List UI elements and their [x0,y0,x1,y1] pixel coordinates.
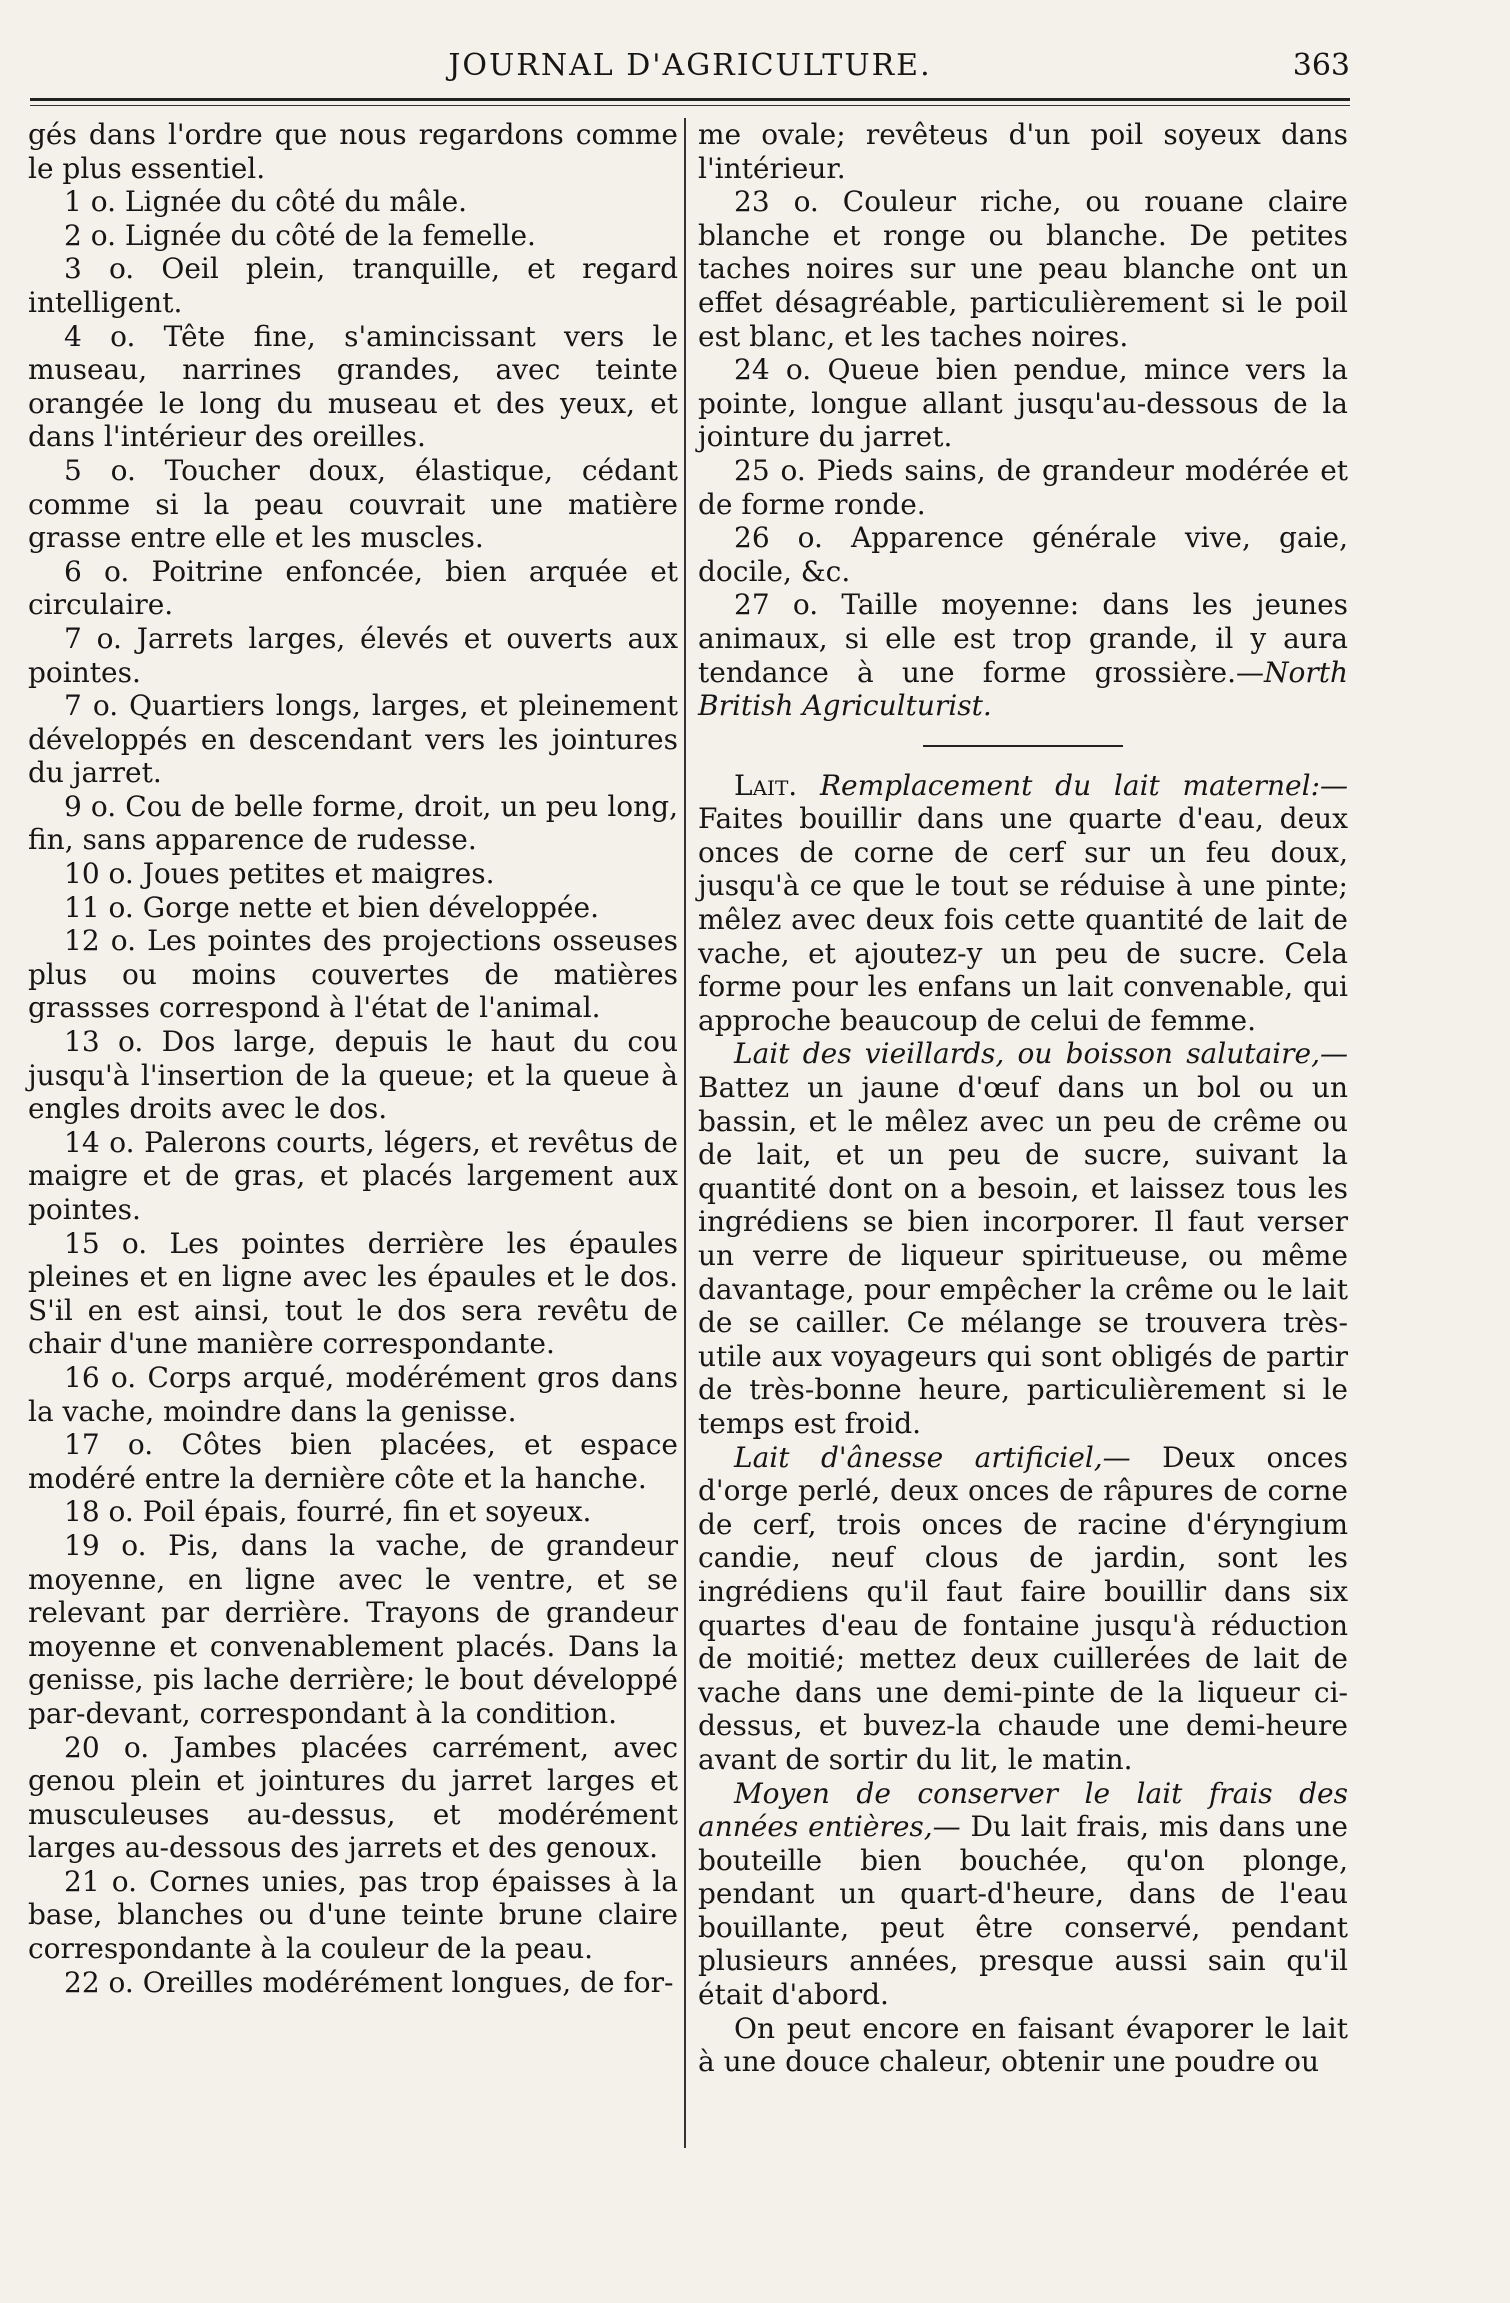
header-rule-thin [30,105,1350,106]
point-number: 19 o. [64,1528,147,1562]
article-text: On peut encore en faisant évaporer le lait à une douce chaleur, obtenir une poudre ou [698,2011,1348,2079]
point-text: Poitrine enfoncée, bien arquée et circulaire. [28,554,679,622]
point-text: Pis, dans la vache, de grandeur moyenne, en ligne avec le ventre, et se relevant par derrière. Trayons de grandeur moyenne et convenablement placés. Dans la genisse, pis lache derrière; le bout développé par-devant, correspondant à la condition. [28,1528,678,1730]
breed-points-continued [698,118,1348,723]
point-number: 23 o. [734,185,819,219]
continuation-paragraph [698,118,1348,185]
numbered-point [28,320,678,454]
point-text: Joues petites et maigres. [142,857,495,891]
numbered-point [28,1361,678,1428]
point-number: 15 o. [64,1226,148,1260]
point-text: Pieds sains, de grandeur modérée et de forme ronde. [698,453,1349,521]
article-anesse [698,1441,1348,1777]
article-text: Deux onces d'orge perlé, deux onces de râpures de corne de cerf, trois onces de racine d'éryngium candie, neuf clous de jardin, sont les ingrédiens qu'il faut faire bouillir dans six quartes d'eau de fontaine jusqu'à réduction de moitié; mettez deux cuillerées de lait de vache dans une demi-pinte de la liqueur ci-dessus, et buvez-la chaude une demi-heure avant de sortir du lit, le matin. [698,1440,1348,1776]
point-text: Jarrets larges, élevés et ouverts aux pointes. [28,621,678,689]
point-number: 10 o. [64,857,134,891]
article-text: Battez un jaune d'œuf dans un bol ou un bassin, et le mêlez avec un peu de crême ou de lait, et un peu de sucre, suivant la quantité dont on a besoin, et laissez tous les ingrédiens se bien incorporer. Il faut verser un verre de liqueur spiritueuse, ou même davantage, pour empêcher la crême ou le lait de se cailler. Ce mélange se trouvera très-utile aux voyageurs qui sont obligés de partir de très-bonne heure, particulièrement si le temps est froid. [698,1071,1348,1440]
point-number: 12 o. [64,924,137,958]
numbered-point [698,588,1348,722]
numbered-point [698,185,1348,353]
point-number: 17 o. [64,1428,154,1462]
point-text: Jambes placées carrément, avec genou plein et jointures du jarret larges et musculeuses au-dessus, et modérément larges au-dessous des jarrets et des genoux. [28,1730,678,1865]
point-number: 14 o. [64,1125,135,1159]
point-number: 13 o. [64,1025,144,1059]
header-rule [30,98,1350,101]
numbered-point [698,454,1348,521]
article-heading: Lait des vieillards, ou boisson salutaire,— [734,1037,1348,1071]
point-text: Poil épais, fourré, fin et soyeux. [142,1495,592,1529]
point-text: Les pointes derrière les épaules pleines et en ligne avec les épaules et le dos. S'il en est ainsi, tout le dos sera revêtu de chair d'une manière correspondante. [28,1226,678,1361]
numbered-point [28,1966,678,2000]
point-text: Apparence générale vive, gaie, docile, &c. [698,521,1348,588]
numbered-point [698,353,1348,454]
point-text: Dos large, depuis le haut du cou jusqu'à l'insertion de la queue; et la queue à engles droits avec le dos. [28,1025,679,1126]
point-number: 7 o. [64,689,119,723]
point-number: 2 o. [64,218,116,252]
point-text: Oreilles modérément longues, de for- [142,1965,674,1999]
point-number: 26 o. [734,521,823,555]
numbered-point [28,891,678,925]
point-text: Cou de belle forme, droit, un peu long, fin, sans apparence de rudesse. [28,789,678,857]
point-number: 7 o. [64,621,122,655]
numbered-point [28,1529,678,1731]
article-vieillards [698,1037,1348,1440]
point-number: 4 o. [64,319,136,353]
point-number: 21 o. [64,1864,138,1898]
point-number: 11 o. [64,890,134,924]
point-number: 9 o. [64,789,117,823]
numbered-point [28,790,678,857]
numbered-point [28,454,678,555]
article-text: Faites bouillir dans une quarte d'eau, deux onces de corne de cerf sur un feu doux, jusqu'à ce que le tout se réduise à une pinte; mêlez avec deux fois cette quantité de lait de vache, et ajoutez-y un peu de sucre. Cela forme pour les enfans un lait convenable, qui approche beaucoup de celui de femme. [698,802,1348,1037]
page-header [30,48,1350,98]
numbered-point [28,689,678,790]
point-number: 18 o. [64,1495,134,1529]
numbered-point [28,219,678,253]
point-text: Queue bien pendue, mince vers la pointe, longue allant jusqu'au-dessous de la jointure du jarret. [698,353,1349,454]
running-title: JOURNAL D'AGRICULTURE. [448,48,932,83]
numbered-point [28,924,678,1025]
point-number: 3 o. [64,252,135,286]
article-conserver [698,1777,1348,2012]
left-column [28,118,678,1999]
continuation-paragraph [28,118,678,185]
numbered-point [28,1495,678,1529]
paragraph-text: gés dans l'ordre que nous regardons comme le plus essentiel. [28,118,678,185]
point-number: 16 o. [64,1360,137,1394]
numbered-point [28,1025,678,1126]
numbered-point [28,622,678,689]
numbered-point [28,1428,678,1495]
point-number: 25 o. [734,453,806,487]
numbered-point [28,185,678,219]
point-number: 20 o. [64,1730,150,1764]
point-number: 24 o. [734,353,812,387]
point-text: Côtes bien placées, et espace modéré entre la dernière côte et la hanche. [28,1428,678,1495]
point-text: Cornes unies, pas trop épaisses à la base, blanches ou d'une teinte brune claire correspondante à la couleur de la peau. [28,1864,679,1966]
numbered-point [28,1227,678,1361]
source-credit: North British Agriculturist. [698,655,1348,723]
point-number: 6 o. [64,554,130,588]
numbered-point [28,1731,678,1865]
article-heading: Moyen de conserver le lait frais des années entières,— [698,1776,1348,1844]
article-text: Du lait frais, mis dans une bouteille bien bouchée, qu'on plonge, pendant un quart-d'heure, dans de l'eau bouillante, peut être conservé, pendant plusieurs années, presque aussi sain qu'il était d'abord. [698,1810,1348,2012]
point-number: 22 o. [64,1965,134,1999]
numbered-point [698,521,1348,588]
point-number: 1 o. [64,185,116,219]
article-heading: Lait d'ânesse artificiel,— [734,1440,1131,1474]
page-number: 363 [1292,48,1350,83]
right-column [698,118,1348,2079]
article-last [698,2012,1348,2079]
article-lead: Lait. [734,768,798,802]
numbered-point [28,252,678,319]
column-divider [684,118,686,2148]
point-text: Couleur riche, ou rouane claire blanche et ronge ou blanche. De petites taches noires sur une peau blanche ont un effet désagréable, particulièrement si le poil est blanc, et les taches noires. [698,185,1349,353]
point-number: 27 o. [734,588,819,622]
point-text: Lignée du côté du mâle. [124,185,468,219]
point-text: Palerons courts, légers, et revêtus de maigre et de gras, et placés largement aux pointes. [28,1125,679,1226]
article-heading: Remplacement du lait maternel:— [819,768,1348,802]
point-number: 5 o. [64,453,136,487]
point-text: Gorge nette et bien développée. [142,890,599,924]
point-text: Toucher doux, élastique, cédant comme si la peau couvrait une matière grasse entre elle et les muscles. [28,453,678,555]
numbered-point [28,555,678,622]
numbered-point [28,1126,678,1227]
point-text: Taille moyenne: dans les jeunes animaux, si elle est trop grande, il y aura tendance à une forme grossière.— [698,588,1349,689]
point-text: Les pointes des projections osseuses plus ou moins couvertes de matières grassses correspond à l'état de l'animal. [28,924,678,1025]
paragraph-text: me ovale; revêteus d'un poil soyeux dans l'intérieur. [698,118,1348,185]
point-text: Corps arqué, modérément gros dans la vache, moindre dans la genisse. [28,1360,679,1428]
point-text: Quartiers longs, larges, et pleinement développés en descendant vers les jointures du jarret. [28,689,678,790]
point-text: Lignée du côté de la femelle. [124,218,536,252]
point-text: Oeil plein, tranquille, et regard intelligent. [28,252,679,319]
numbered-point [28,1865,678,1966]
point-text: Tête fine, s'amincissant vers le museau, narrines grandes, avec teinte orangée le long du museau et des yeux, et dans l'intérieur des oreilles. [28,319,678,454]
section-separator [923,745,1123,747]
article-lait [698,769,1348,1038]
numbered-point [28,857,678,891]
